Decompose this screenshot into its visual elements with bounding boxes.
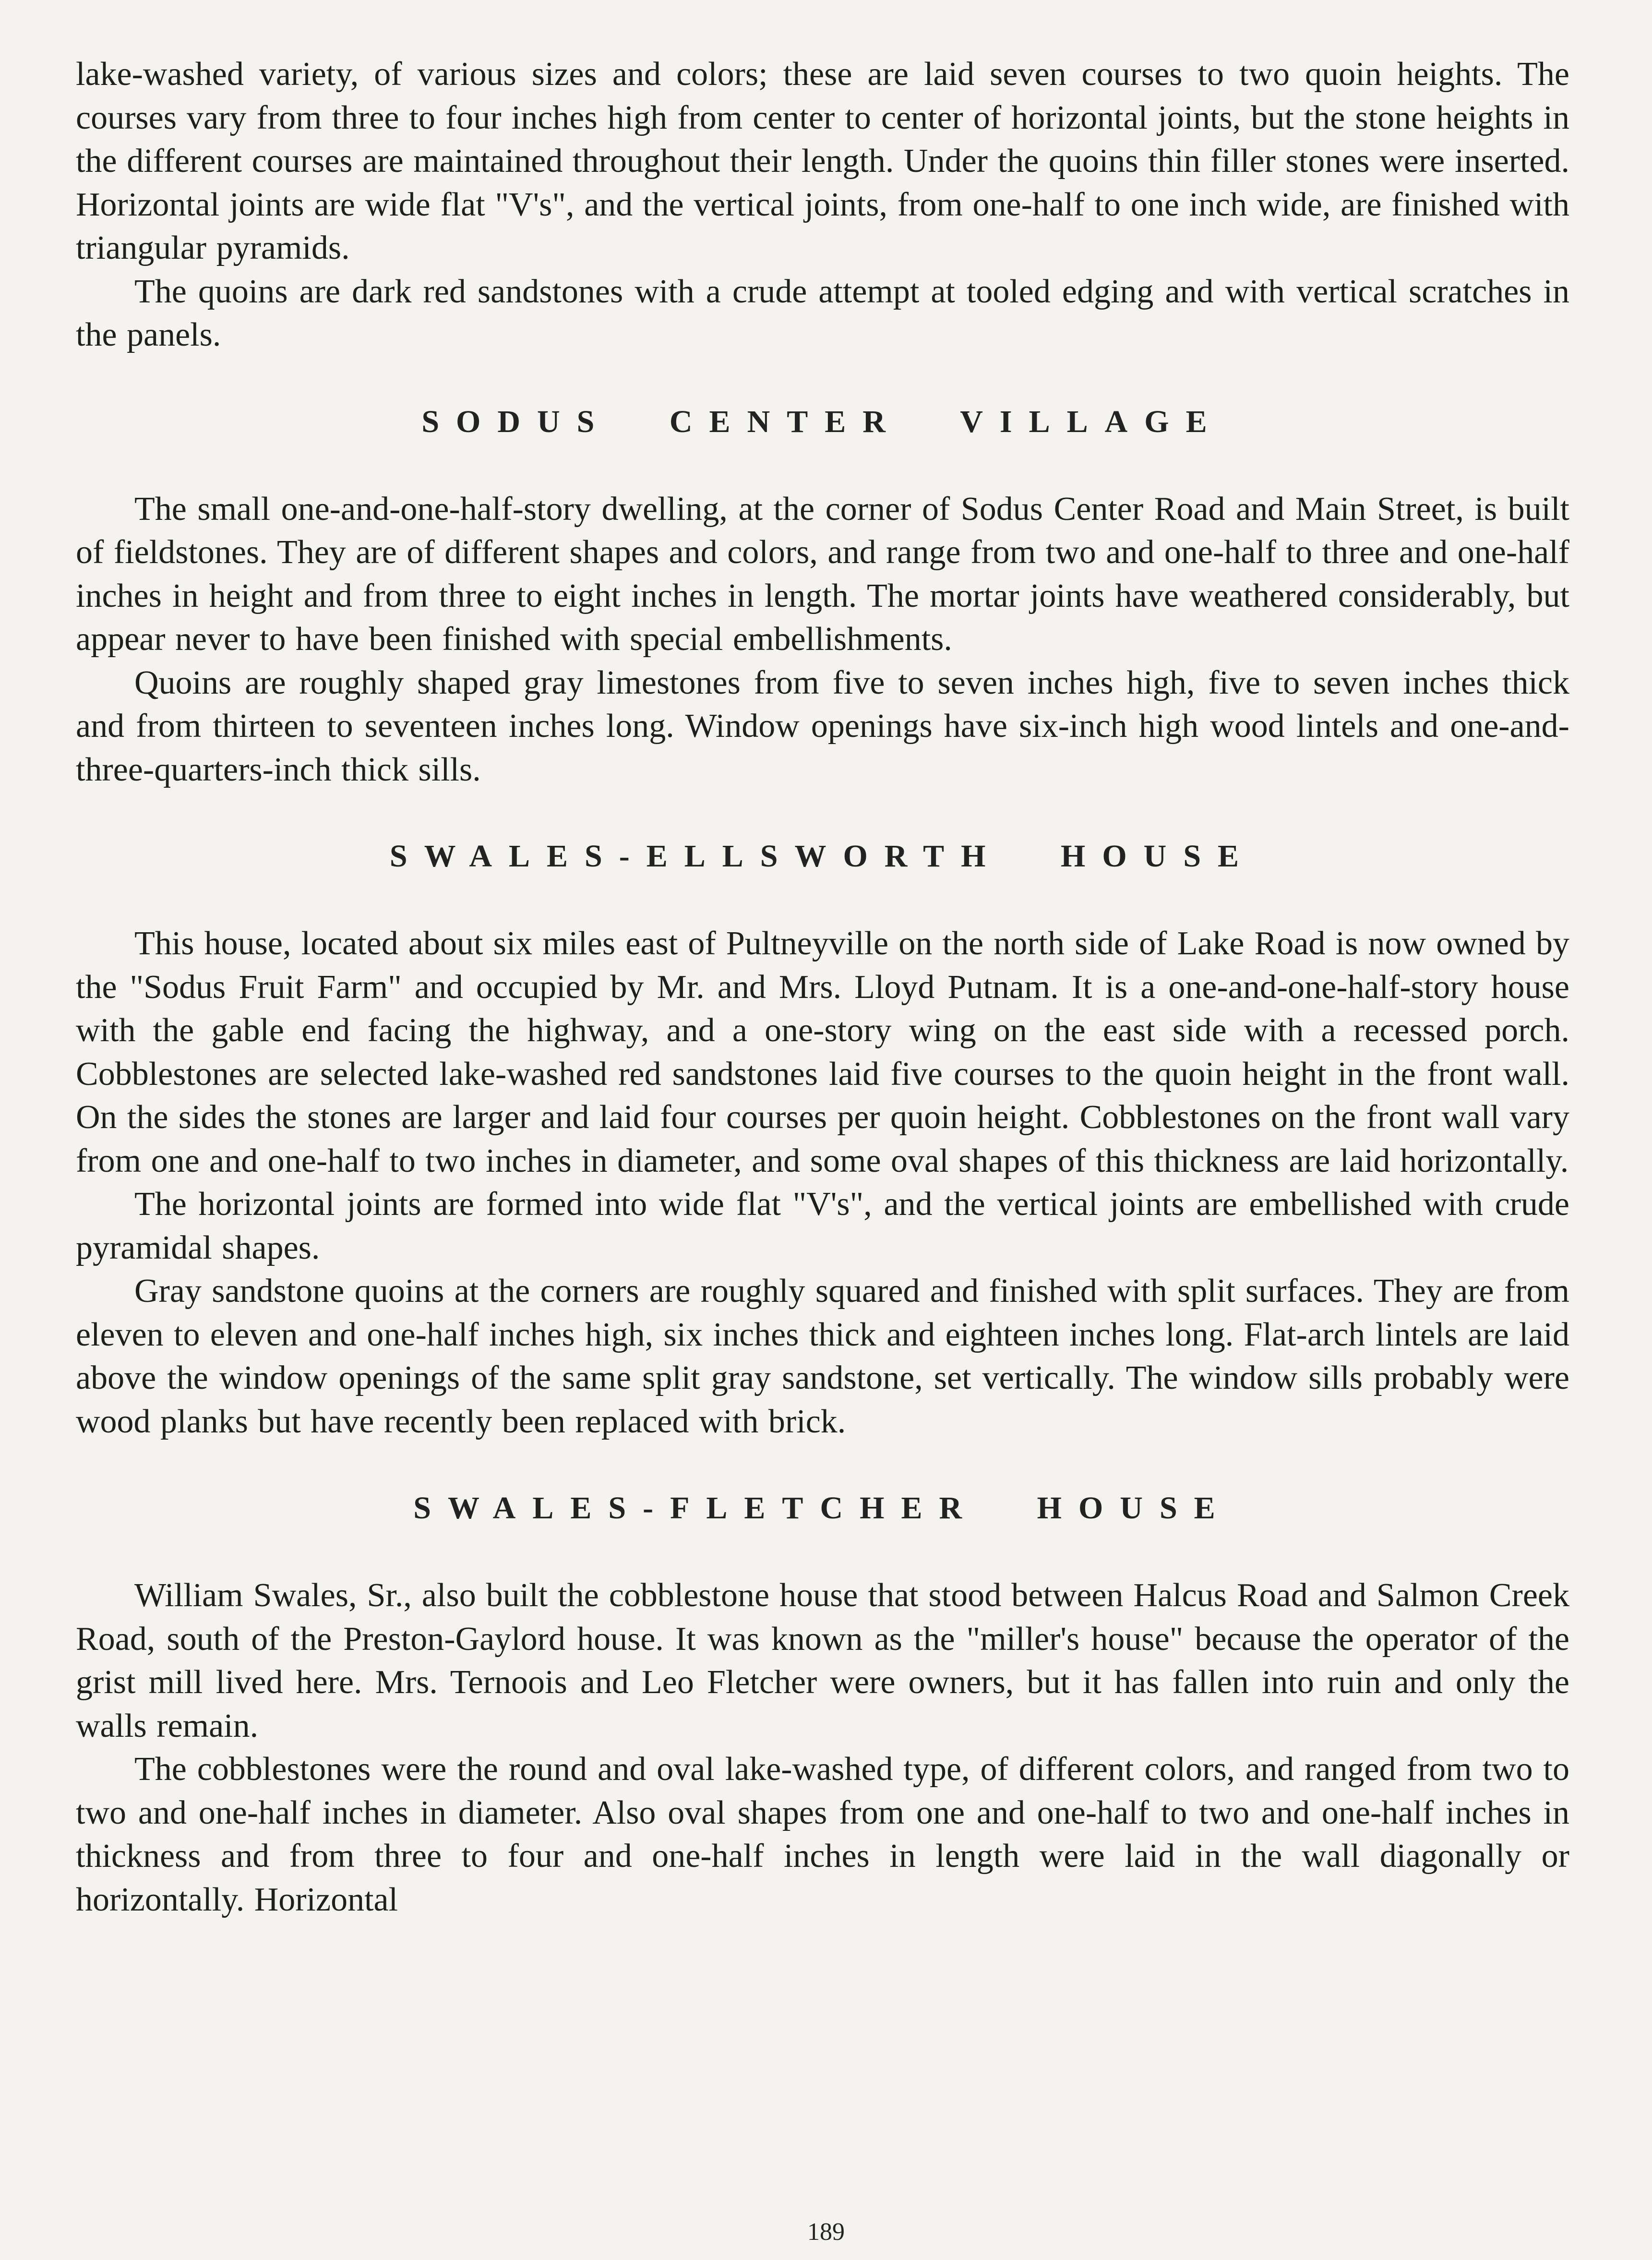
body-paragraph: Quoins are roughly shaped gray limestones from five to seven inches high, five to seven inches thick and from thirteen to seventeen inches long. Window openings have six-inch high wood lintels and one-and-three-quarters-inch thick sills. xyxy=(76,664,1569,788)
body-paragraph: William Swales, Sr., also built the cobblestone house that stood between Halcus Road and Salmon Creek Road, south of the Preston-Gaylord house. It was known as the "miller's house" because the operator of the grist mill lived here. Mrs. Ternoois and Leo Fletcher were owners, but it has fallen into ruin and only the walls remain. xyxy=(76,1577,1569,1744)
section-heading: SODUS CENTER VILLAGE xyxy=(421,404,1224,439)
section-heading: SWALES-FLETCHER HOUSE xyxy=(413,1491,1232,1526)
body-paragraph: The small one-and-one-half-story dwelling, at the corner of Sodus Center Road and Main Street, is built of fieldstones. They are of different shapes and colors, and range from two and one-half to three and one-half inches in height and from three to eight inches in length. The mortar joints have weathered considerably, but appear never to have been finished with special embellishments. xyxy=(76,490,1569,658)
section-heading: SWALES-ELLSWORTH HOUSE xyxy=(389,839,1256,874)
body-paragraph: The horizontal joints are formed into wide flat "V's", and the vertical joints are embellished with crude pyramidal shapes. xyxy=(76,1186,1569,1266)
body-paragraph: lake-washed variety, of various sizes and colors; these are laid seven courses to two quoin heights. The courses vary from three to four inches high from center to center of horizontal joints, but the stone heights in the different courses are maintained throughout their length. Under the quoins thin filler stones were inserted. Horizontal joints are wide flat "V's", and the vertical joints, from one-half to one inch wide, are finished with triangular pyramids. xyxy=(76,56,1569,266)
body-paragraph: This house, located about six miles east of Pultneyville on the north side of Lake Road is now owned by the "Sodus Fruit Farm" and occupied by Mr. and Mrs. Lloyd Putnam. It is a one-and-one-half-story house with the gable end facing the highway, and a one-story wing on the east side with a recessed porch. Cobblestones are selected lake-washed red sandstones laid five courses to the quoin height in the front wall. On the sides the stones are larger and laid four courses per quoin height. Cobblestones on the front wall vary from one and one-half to two inches in diameter, and some oval shapes of this thickness are laid horizontally. xyxy=(76,925,1569,1179)
body-paragraph: Gray sandstone quoins at the corners are roughly squared and finished with split surfaces. They are from eleven to eleven and one-half inches high, six inches thick and eighteen inches long. Flat-arch lintels are laid above the window openings of the same split gray sandstone, set vertically. The window sills probably were wood planks but have recently been replaced with brick. xyxy=(76,1273,1569,1440)
body-paragraph: The cobblestones were the round and oval lake-washed type, of different colors, and ranged from two to two and one-half inches in diameter. Also oval shapes from one and one-half to two and one-half inches in thickness and from three to four and one-half inches in length were laid in the wall diagonally or horizontally. Horizontal xyxy=(76,1751,1569,1918)
page-body xyxy=(76,53,1569,1922)
page-number: 189 xyxy=(807,2218,845,2246)
body-paragraph: The quoins are dark red sandstones with a crude attempt at tooled edging and with vertical scratches in the panels. xyxy=(76,273,1569,353)
